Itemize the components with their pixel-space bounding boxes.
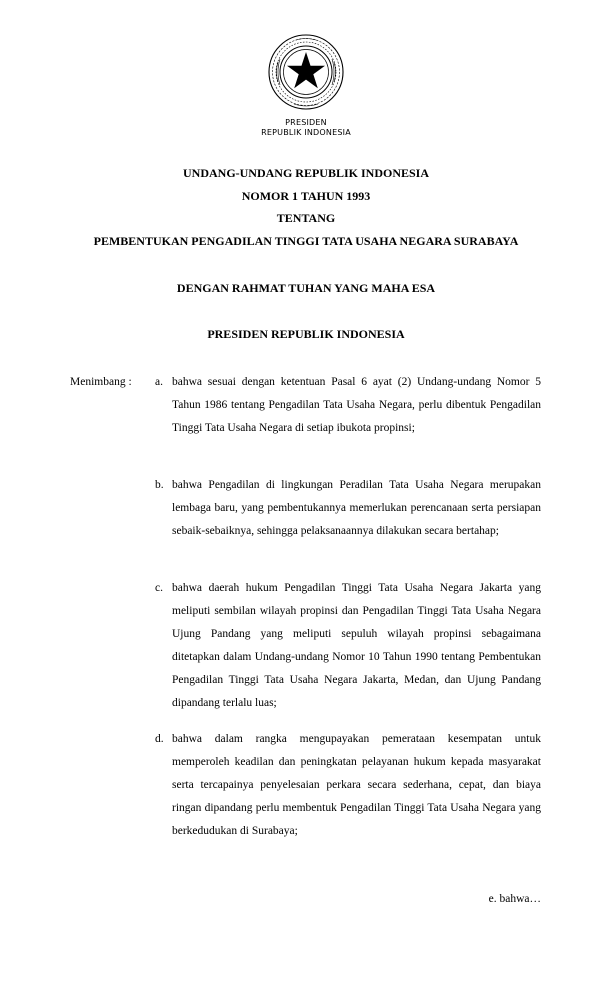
- invocation: DENGAN RAHMAT TUHAN YANG MAHA ESA: [176, 281, 436, 295]
- item-letter: d.: [155, 733, 164, 745]
- considering-item-b: [150, 474, 541, 543]
- law-number: NOMOR 1 TAHUN 1993: [241, 189, 371, 203]
- item-text: bahwa sesuai dengan ketentuan Pasal 6 ayat (2) Undang-undang Nomor 5 Tahun 1986 tentang Pengadilan Tata Usaha Negara, perlu dibentuk Pengadilan Tinggi Tata Usaha Negara di setiap ibukota propinsi;: [172, 376, 541, 434]
- item-letter: b.: [155, 479, 164, 491]
- item-letter: a.: [155, 376, 163, 388]
- considering-label: Menimbang :: [70, 376, 132, 388]
- page-continuation: e. bahwa…: [488, 893, 541, 905]
- law-about: TENTANG: [276, 211, 336, 225]
- office-line-republic: REPUBLIK INDONESIA: [261, 128, 351, 137]
- considering-item-a: [150, 371, 541, 440]
- garuda-star-seal-icon: [266, 32, 346, 112]
- item-letter: c.: [155, 582, 163, 594]
- office-line-president: PRESIDEN: [285, 118, 327, 127]
- item-text: bahwa Pengadilan di lingkungan Peradilan Tata Usaha Negara merupakan lembaga baru, yang pembentukannya memerlukan perencanaan serta persiapan sebaik-sebaiknya, sehingga pelaksanaannya dilakukan secara bertahap;: [172, 479, 541, 537]
- law-subject: PEMBENTUKAN PENGADILAN TINGGI TATA USAHA NEGARA SURABAYA: [93, 234, 519, 248]
- item-text: bahwa daerah hukum Pengadilan Tinggi Tata Usaha Negara Jakarta yang meliputi sembilan wilayah propinsi dan Pengadilan Tinggi Tata Usaha Negara Ujung Pandang yang meliputi sepuluh wilayah propinsi sebagaimana ditetapkan dalam Undang-undang Nomor 10 Tahun 1990 tentang Pembentukan Pengadilan Tinggi Tata Usaha Negara Jakarta, Medan, dan Ujung Pandang dipandang terlalu luas;: [172, 582, 541, 709]
- considering-item-c: [150, 577, 541, 715]
- issuer-heading: PRESIDEN REPUBLIK INDONESIA: [207, 327, 405, 341]
- item-text: bahwa dalam rangka mengupayakan pemerataan kesempatan untuk memperoleh keadilan dan peningkatan pelayanan hukum kepada masyarakat serta tercapainya penyelesaian perkara secara sederhana, cepat, dan biaya ringan dipandang perlu membentuk Pengadilan Tinggi Tata Usaha Negara yang berkedudukan di Surabaya;: [172, 733, 541, 837]
- considering-item-d: [150, 728, 541, 843]
- law-title-line: UNDANG-UNDANG REPUBLIK INDONESIA: [182, 166, 430, 180]
